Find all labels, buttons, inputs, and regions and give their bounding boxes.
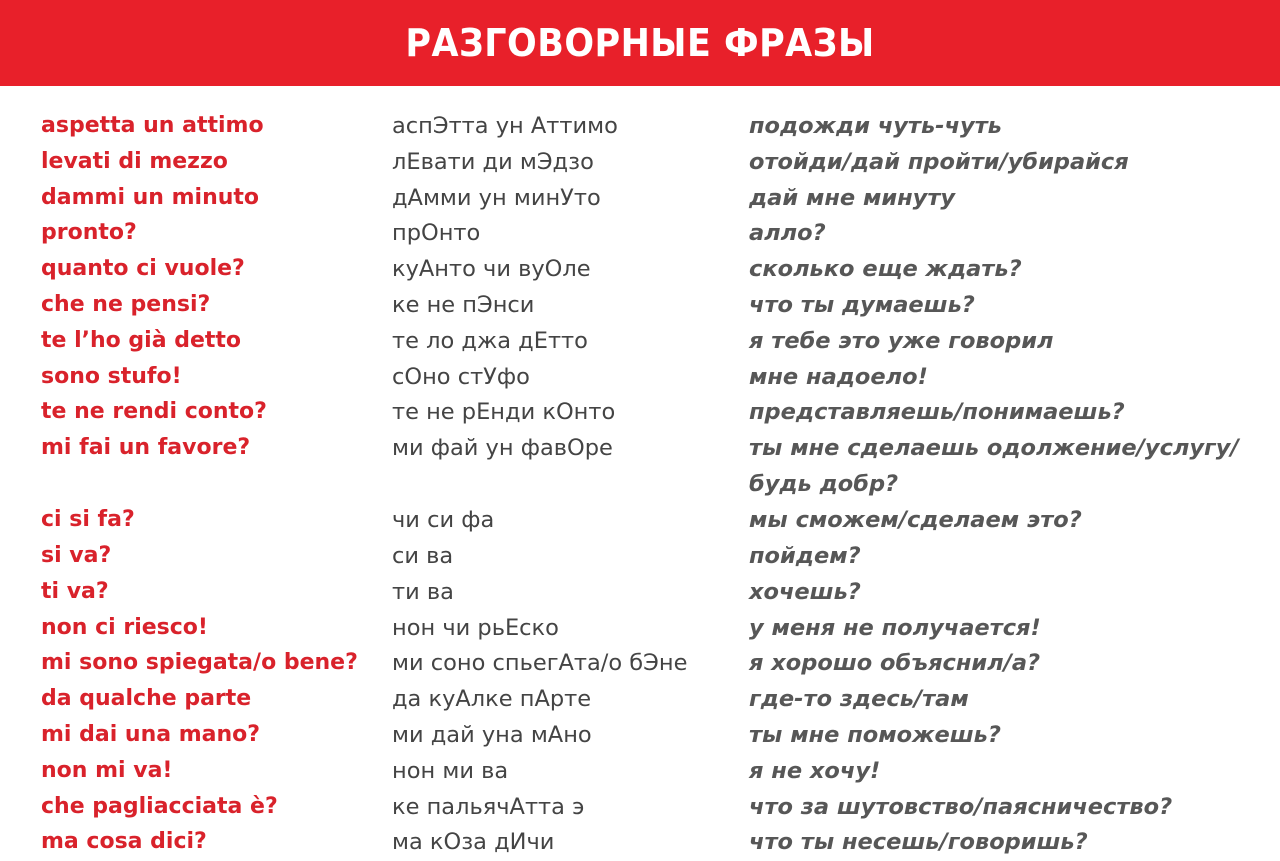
italian-phrase: aspetta un attimo (41, 113, 264, 138)
phrase-list (0, 108, 1280, 860)
pronunciation: аспЭтта ун Аттимо (392, 113, 618, 139)
page-title: РАЗГОВОРНЫЕ ФРАЗЫ (405, 21, 875, 65)
russian-translation: я не хочу! (749, 757, 881, 784)
italian-phrase: che ne pensi? (41, 291, 211, 317)
pronunciation: нон чи рьЕско (392, 614, 559, 641)
italian-phrase: mi dai una mano? (41, 721, 261, 747)
italian-phrase: ci si fa? (41, 507, 135, 533)
pronunciation: ти ва (392, 578, 454, 605)
italian-phrase: ti va? (41, 578, 109, 604)
italian-phrase: non mi va! (41, 757, 173, 783)
pronunciation: те ло джа дЕтто (392, 327, 588, 354)
italian-phrase: mi fai un favore? (41, 435, 251, 461)
russian-translation: подожди чуть-чуть (749, 113, 1002, 139)
phrase-row (0, 430, 1280, 502)
pronunciation: ке не пЭнси (392, 291, 535, 318)
phrase-row (0, 502, 1280, 538)
header-banner (0, 0, 1280, 86)
pronunciation: прОнто (392, 220, 481, 247)
russian-translation: что ты думаешь? (749, 291, 975, 318)
phrase-row (0, 180, 1280, 216)
italian-phrase: sono stufo! (41, 363, 182, 389)
pronunciation: сОно стУфо (392, 363, 530, 390)
italian-phrase: da qualche parte (41, 686, 252, 712)
russian-translation: сколько еще ждать? (749, 256, 1022, 283)
russian-translation: что ты несешь/говоришь? (749, 829, 1088, 856)
phrase-row (0, 287, 1280, 323)
phrase-row (0, 251, 1280, 287)
phrase-row (0, 789, 1280, 825)
phrase-row (0, 394, 1280, 430)
pronunciation: ке пальячАтта э (392, 793, 585, 820)
russian-translation: хочешь? (749, 578, 861, 605)
pronunciation: чи си фа (392, 507, 495, 534)
phrase-row (0, 610, 1280, 646)
pronunciation: ма кОза дИчи (392, 829, 555, 856)
russian-translation: где-то здесь/там (749, 686, 969, 713)
russian-translation: мне надоело! (749, 363, 928, 390)
pronunciation: ми дай уна мАно (392, 721, 592, 748)
phrase-row (0, 323, 1280, 359)
italian-phrase: mi sono spiegata/o bene? (41, 650, 358, 676)
italian-phrase: quanto ci vuole? (41, 256, 245, 282)
italian-phrase: ma cosa dici? (41, 829, 207, 855)
italian-phrase: te ne rendi conto? (41, 399, 267, 425)
italian-phrase: levati di mezzo (41, 148, 228, 174)
phrase-row (0, 538, 1280, 574)
russian-translation: ты мне поможешь? (749, 721, 1001, 748)
russian-translation: я тебе это уже говорил (749, 327, 1054, 354)
phrase-row (0, 108, 1280, 144)
pronunciation: ми соно спьегАта/о бЭне (392, 650, 688, 677)
phrase-row (0, 824, 1280, 860)
russian-translation: дай мне минуту (749, 184, 956, 211)
russian-translation: что за шутовство/паясничество? (749, 793, 1173, 820)
pronunciation: да куАлке пАрте (392, 686, 592, 713)
russian-translation: у меня не получается! (749, 614, 1041, 641)
pronunciation: ми фай ун фавОре (392, 435, 613, 462)
phrase-row (0, 717, 1280, 753)
russian-translation: мы сможем/сделаем это? (749, 507, 1082, 534)
phrase-row (0, 144, 1280, 180)
italian-phrase: pronto? (41, 220, 137, 246)
pronunciation: си ва (392, 542, 454, 569)
phrase-row (0, 359, 1280, 395)
russian-translation: я хорошо объяснил/а? (749, 650, 1041, 677)
russian-translation: ты мне сделаешь одолжение/услугу/ будь добр? (749, 435, 1239, 498)
pronunciation: куАнто чи вуОле (392, 256, 591, 283)
russian-translation: отойди/дай пройти/убирайся (749, 148, 1129, 175)
italian-phrase: non ci riesco! (41, 614, 208, 640)
pronunciation: лЕвати ди мЭдзо (392, 148, 594, 175)
phrase-row (0, 215, 1280, 251)
phrase-row (0, 681, 1280, 717)
italian-phrase: te l’ho già detto (41, 327, 242, 353)
russian-translation: пойдем? (749, 542, 861, 569)
russian-translation: алло? (749, 220, 826, 247)
pronunciation: дАмми ун минУто (392, 184, 601, 211)
pronunciation: нон ми ва (392, 757, 509, 784)
russian-translation: представляешь/понимаешь? (749, 399, 1125, 426)
italian-phrase: che pagliacciata è? (41, 793, 278, 819)
phrase-row (0, 645, 1280, 681)
italian-phrase: si va? (41, 542, 112, 568)
phrase-row (0, 574, 1280, 610)
phrase-row (0, 753, 1280, 789)
italian-phrase: dammi un minuto (41, 184, 260, 210)
pronunciation: те не рЕнди кОнто (392, 399, 616, 426)
